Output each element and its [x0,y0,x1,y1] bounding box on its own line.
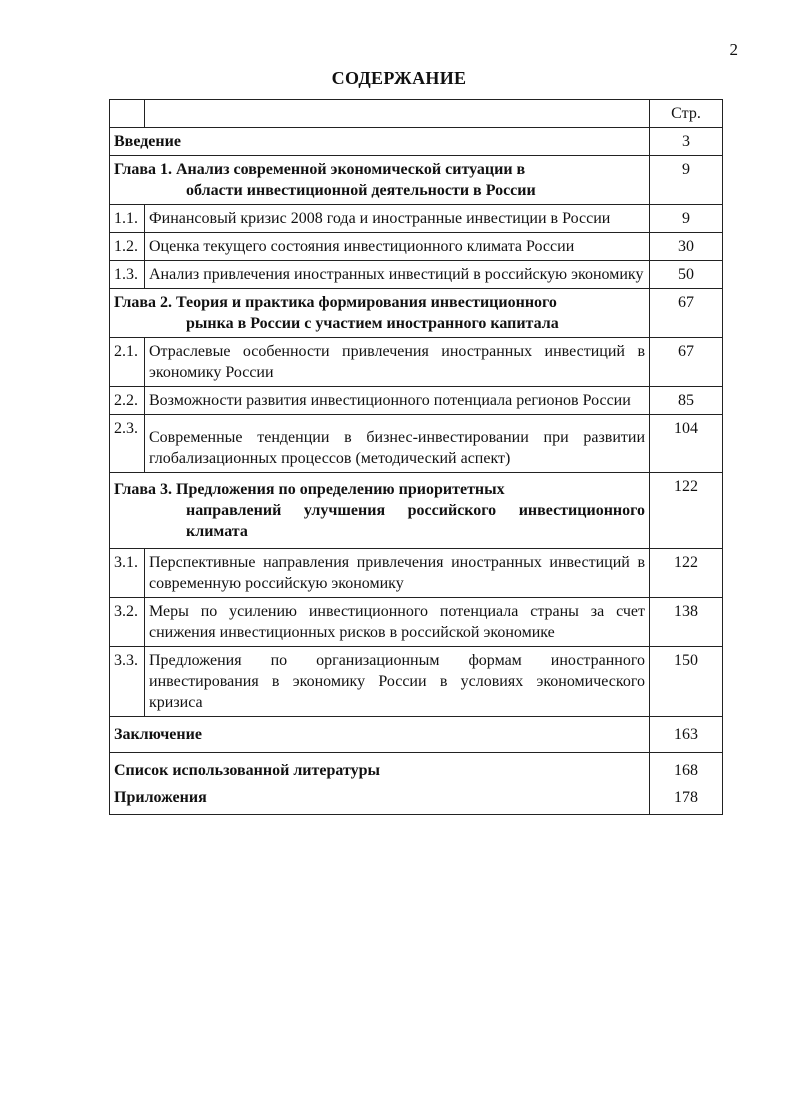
toc-item-number: 1.1. [110,205,145,233]
toc-item-title: Перспективные направления привлечения иностранных инвестиций в современную российскую экономику [145,549,650,598]
toc-item-title: Современные тенденции в бизнес-инвестировании при развитии глобализационных процессов (методический аспект) [145,415,650,473]
toc-item-title: Предложения по организационным формам иностранного инвестирования в экономику России в условиях экономического кризиса [145,647,650,717]
toc-item-number: 1.3. [110,261,145,289]
toc-item-title: Финансовый кризис 2008 года и иностранные инвестиции в России [145,205,650,233]
toc-item-title: Анализ привлечения иностранных инвестиций в российскую экономику [145,261,650,289]
toc-section-title: Список использованной литературы [110,753,650,784]
toc-row-item [110,647,723,717]
toc-page-number: 168 [650,753,723,784]
page-title: СОДЕРЖАНИЕ [331,68,467,88]
toc-row-item [110,387,723,415]
toc-item-title: Отраслевые особенности привлечения иностранных инвестиций в экономику России [145,338,650,387]
toc-section-title: Введение [110,128,650,156]
header-title-cell [145,100,650,128]
toc-page-number: 150 [650,647,723,717]
toc-row-item [110,205,723,233]
toc-row-chapter [110,289,723,338]
toc-page-number: 85 [650,387,723,415]
toc-row-item [110,233,723,261]
chapter-title-line1: Глава 2. Теория и практика формирования инвестиционного [114,294,557,311]
toc-page-number: 163 [650,717,723,753]
toc-row-chapter [110,473,723,549]
toc-row-item [110,549,723,598]
toc-row-item [110,261,723,289]
toc-page-number: 122 [650,549,723,598]
header-num-cell [110,100,145,128]
toc-page-number: 104 [650,415,723,473]
chapter-title-line2: области инвестиционной деятельности в России [186,182,536,199]
toc-table [109,99,723,815]
chapter-title-line2: направлений улучшения российского инвестиционного климата [186,502,645,540]
toc-chapter-title [110,156,650,205]
toc-row-item [110,598,723,647]
toc-item-number: 3.3. [110,647,145,717]
toc-item-number: 2.1. [110,338,145,387]
header-page-cell: Стр. [650,100,723,128]
toc-section-title: Приложения [110,783,650,815]
toc-page-number: 9 [650,156,723,205]
chapter-title-line1: Глава 1. Анализ современной экономической ситуации в [114,161,526,178]
toc-item-number: 1.2. [110,233,145,261]
toc-row-section [110,783,723,815]
toc-item-number: 3.1. [110,549,145,598]
toc-row-section [110,128,723,156]
toc-section-title: Заключение [110,717,650,753]
toc-page-number: 30 [650,233,723,261]
toc-row-item [110,415,723,473]
page-number: 2 [729,40,738,59]
toc-item-title: Оценка текущего состояния инвестиционного климата России [145,233,650,261]
toc-item-number: 3.2. [110,598,145,647]
toc-page-number: 178 [650,783,723,815]
toc-item-number: 2.3. [110,415,145,473]
toc-row-section [110,717,723,753]
toc-page-number: 3 [650,128,723,156]
toc-item-title: Меры по усилению инвестиционного потенциала страны за счет снижения инвестиционных рисков в российской экономике [145,598,650,647]
toc-chapter-title [110,289,650,338]
toc-item-number: 2.2. [110,387,145,415]
toc-row-section [110,753,723,784]
toc-row-chapter [110,156,723,205]
toc-page-number: 9 [650,205,723,233]
toc-page-number: 67 [650,289,723,338]
chapter-title-line1: Глава 3. Предложения по определению приоритетных [114,481,505,498]
chapter-title-line2: рынка в России с участием иностранного капитала [186,315,559,332]
toc-page-number: 67 [650,338,723,387]
toc-header-row [110,100,723,128]
toc-chapter-title [110,473,650,549]
toc-row-item [110,338,723,387]
toc-item-title: Возможности развития инвестиционного потенциала регионов России [145,387,650,415]
toc-page-number: 50 [650,261,723,289]
toc-page-number: 138 [650,598,723,647]
toc-page-number: 122 [650,473,723,549]
